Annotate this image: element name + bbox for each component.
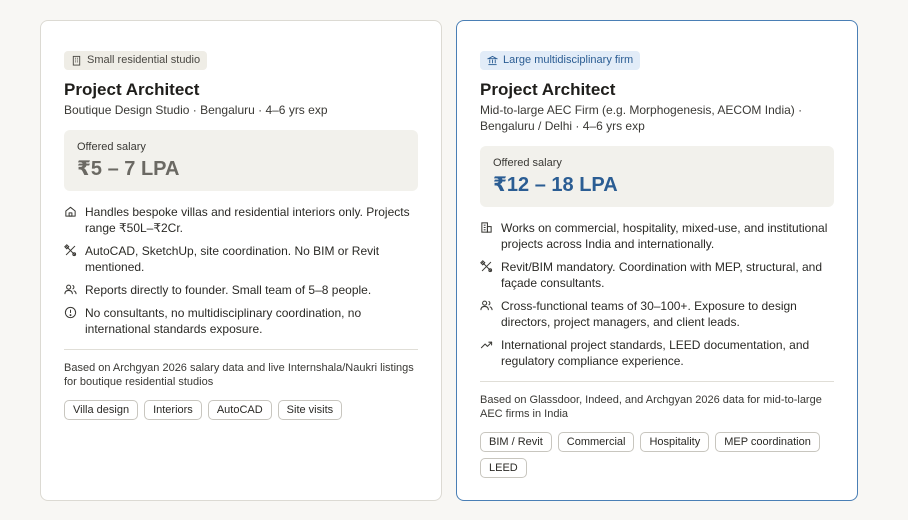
job-subtitle: Mid-to-large AEC Firm (e.g. Morphogenesis, AECOM India) · Bengaluru / Delhi · 4–6 yrs exp [480, 103, 803, 133]
feature-item [480, 298, 834, 330]
firm-type-badge [480, 51, 640, 70]
tag-list [480, 432, 834, 478]
divider [64, 349, 418, 350]
salary-label: Offered salary [493, 157, 562, 169]
firm-type-badge [64, 51, 207, 70]
salary-box [480, 146, 834, 207]
feature-item [64, 243, 418, 275]
feature-text: International project standards, LEED documentation, and regulatory compliance experience. [501, 338, 810, 368]
feature-text: Works on commercial, hospitality, mixed-use, and institutional projects across India and internationally. [501, 221, 828, 251]
tag-chip[interactable]: AutoCAD [208, 400, 272, 420]
tag-list [64, 400, 418, 420]
feature-item [64, 305, 418, 337]
tools-icon [64, 244, 77, 257]
feature-text: AutoCAD, SketchUp, site coordination. No BIM or Revit mentioned. [85, 244, 380, 274]
building-icon [71, 55, 82, 66]
badge-label: Small residential studio [87, 54, 201, 66]
feature-text: Handles bespoke villas and residential interiors only. Projects range ₹50L–₹2Cr. [85, 205, 410, 235]
badge-label: Large multidisciplinary firm [503, 54, 634, 66]
feature-item [480, 337, 834, 369]
tag-chip[interactable]: Hospitality [640, 432, 709, 452]
tag-chip[interactable]: MEP coordination [715, 432, 820, 452]
home-icon [64, 205, 77, 218]
feature-text: Reports directly to founder. Small team of 5–8 people. [85, 283, 372, 297]
data-source-note: Based on Glassdoor, Indeed, and Archgyan 2026 data for mid-to-large AEC firms in India [480, 394, 822, 420]
feature-list [64, 204, 418, 337]
feature-text: No consultants, no multidisciplinary coordination, no international standards exposure. [85, 306, 362, 336]
divider [480, 381, 834, 382]
salary-box [64, 130, 418, 191]
feature-item [64, 204, 418, 236]
info-circle-icon [64, 306, 77, 319]
feature-item [480, 220, 834, 252]
feature-text: Revit/BIM mandatory. Coordination with MEP, structural, and façade consultants. [501, 260, 823, 290]
job-subtitle: Boutique Design Studio · Bengaluru · 4–6 yrs exp [64, 103, 328, 117]
bank-icon [487, 55, 498, 66]
salary-value: ₹5 – 7 LPA [77, 158, 180, 180]
feature-item [64, 282, 418, 298]
users-icon [480, 299, 493, 312]
feature-item [480, 259, 834, 291]
tag-chip[interactable]: Site visits [278, 400, 342, 420]
tag-chip[interactable]: LEED [480, 458, 527, 478]
users-icon [64, 283, 77, 296]
feature-text: Cross-functional teams of 30–100+. Exposure to design directors, project managers, and client leads. [501, 299, 797, 329]
feature-list [480, 220, 834, 369]
data-source-note: Based on Archgyan 2026 salary data and live Internshala/Naukri listings for boutique residential studios [64, 362, 414, 388]
trending-up-icon [480, 338, 493, 351]
job-title: Project Architect [480, 80, 616, 99]
office-building-icon [480, 221, 493, 234]
tag-chip[interactable]: Villa design [64, 400, 138, 420]
salary-value: ₹12 – 18 LPA [493, 174, 618, 196]
tools-icon [480, 260, 493, 273]
job-title: Project Architect [64, 80, 200, 99]
tag-chip[interactable]: Interiors [144, 400, 202, 420]
tag-chip[interactable]: Commercial [558, 432, 635, 452]
job-card-large-firm [456, 20, 858, 501]
salary-label: Offered salary [77, 141, 146, 153]
job-card-small-studio [40, 20, 442, 501]
tag-chip[interactable]: BIM / Revit [480, 432, 552, 452]
